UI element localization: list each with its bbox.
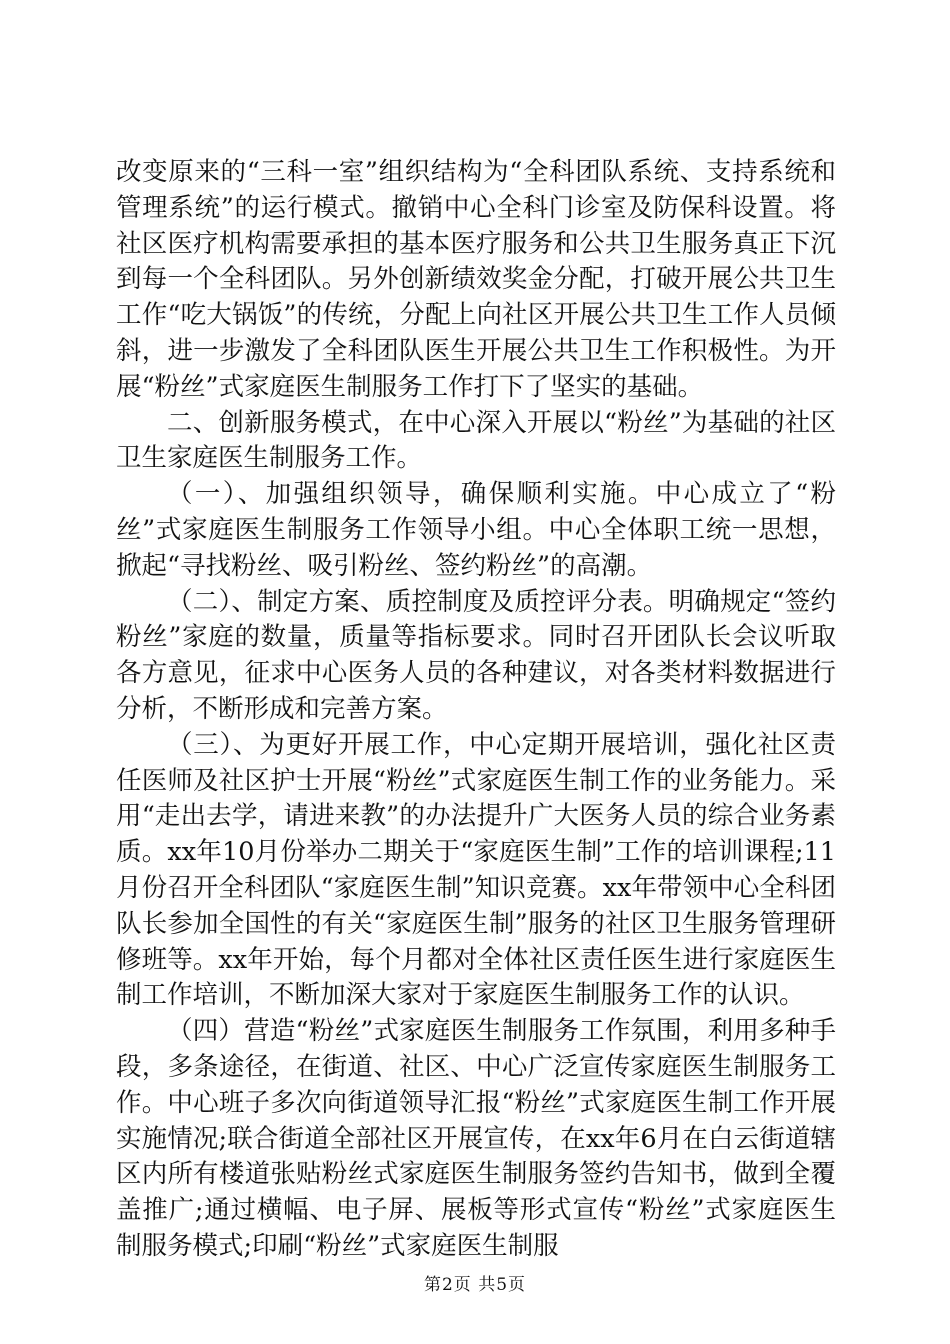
page-footer: 第2页 共5页: [423, 1275, 527, 1295]
paragraph-item-four: （四）营造“粉丝”式家庭医生制服务工作氛围，利用多种手段，多条途径，在街道、社区、中心广泛宣传家庭医生制服务工作。中心班子多次向街道领导汇报“粉丝”式家庭医生制工作开展实施情况;联合街道全部社区开展宣传，在xx年6月在白云街道辖区内所有楼道张贴粉丝式家庭医生制服务签约告知书，做到全覆盖推广;通过横幅、电子屏、展板等形式宣传“粉丝”式家庭医生制服务模式;印刷“粉丝”式家庭医生制服: [116, 1016, 836, 1261]
paragraph-item-three: （三）、为更好开展工作，中心定期开展培训，强化社区责任医师及社区护士开展“粉丝”式家庭医生制工作的业务能力。采用“走出去学，请进来教”的办法提升广大医务人员的综合业务素质。xx年10月份举办二期关于“家庭医生制”工作的培训课程;11月份召开全科团队“家庭医生制”知识竞赛。xx年带领中心全科团队长参加全国性的有关“家庭医生制”服务的社区卫生服务管理研修班等。xx年开始，每个月都对全体社区责任医生进行家庭医生制工作培训，不断加深大家对于家庭医生制服务工作的认识。: [116, 729, 836, 1011]
paragraph-continued: 改变原来的“三科一室”组织结构为“全科团队系统、支持系统和管理系统”的运行模式。撤销中心全科门诊室及防保科设置。将社区医疗机构需要承担的基本医疗服务和公共卫生服务真正下沉到每一个全科团队。另外创新绩效奖金分配，打破开展公共卫生工作“吃大锅饭”的传统，分配上向社区开展公共卫生工作人员倾斜，进一步激发了全科团队医生开展公共卫生工作积极性。为开展“粉丝”式家庭医生制服务工作打下了坚实的基础。: [116, 157, 836, 402]
paragraph-section-two: 二、创新服务模式，在中心深入开展以“粉丝”为基础的社区卫生家庭医生制服务工作。: [116, 407, 836, 474]
body-text: [116, 155, 836, 1265]
paragraph-item-two: （二）、制定方案、质控制度及质控评分表。明确规定“签约粉丝”家庭的数量，质量等指标要求。同时召开团队长会议听取各方意见，征求中心医务人员的各种建议，对各类材料数据进行分析，不断形成和完善方案。: [116, 586, 836, 724]
paragraph-item-one: （一）、加强组织领导，确保顺利实施。中心成立了“粉丝”式家庭医生制服务工作领导小组。中心全体职工统一思想，掀起“寻找粉丝、吸引粉丝、签约粉丝”的高潮。: [116, 479, 836, 581]
